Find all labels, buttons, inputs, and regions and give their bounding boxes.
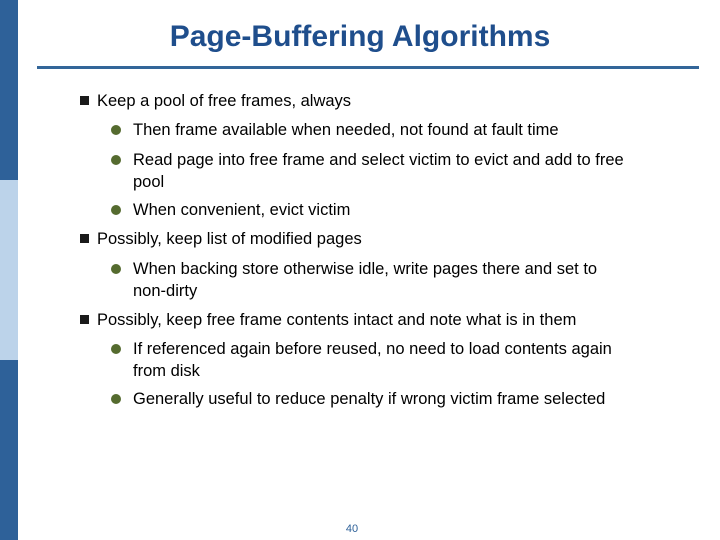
slide-title: Page-Buffering Algorithms xyxy=(169,20,551,53)
sub-bullet-text: Generally useful to reduce penalty if wrong victim frame selected xyxy=(133,390,606,408)
sub-bullet-item xyxy=(133,199,633,221)
square-bullet-icon xyxy=(80,315,89,324)
round-bullet-icon xyxy=(111,394,121,404)
sub-bullet-text: Read page into free frame and select victim to evict and add to free pool xyxy=(133,151,624,191)
bullet-item xyxy=(97,228,697,250)
round-bullet-icon xyxy=(111,205,121,215)
square-bullet-icon xyxy=(80,234,89,243)
sub-bullet-item xyxy=(133,149,633,193)
round-bullet-icon xyxy=(111,155,121,165)
sub-bullet-item xyxy=(133,119,633,141)
sub-bullet-text: If referenced again before reused, no need to load contents again from disk xyxy=(133,340,612,380)
sub-bullet-item xyxy=(133,258,633,302)
sub-bullet-text: When convenient, evict victim xyxy=(133,201,351,219)
sub-bullet-item xyxy=(133,338,633,382)
bullet-item xyxy=(97,90,697,112)
bullet-text: Keep a pool of free frames, always xyxy=(97,92,352,110)
bullet-item xyxy=(97,309,697,331)
bullet-text: Possibly, keep list of modified pages xyxy=(97,230,362,248)
sub-bullet-text: When backing store otherwise idle, write pages there and set to non-dirty xyxy=(133,260,598,300)
page-number: 40 xyxy=(345,523,359,535)
bullet-text: Possibly, keep free frame contents intact and note what is in them xyxy=(97,311,577,329)
round-bullet-icon xyxy=(111,264,121,274)
sub-bullet-text: Then frame available when needed, not found at fault time xyxy=(133,121,559,139)
square-bullet-icon xyxy=(80,96,89,105)
round-bullet-icon xyxy=(111,125,121,135)
sub-bullet-item xyxy=(133,388,633,410)
round-bullet-icon xyxy=(111,344,121,354)
